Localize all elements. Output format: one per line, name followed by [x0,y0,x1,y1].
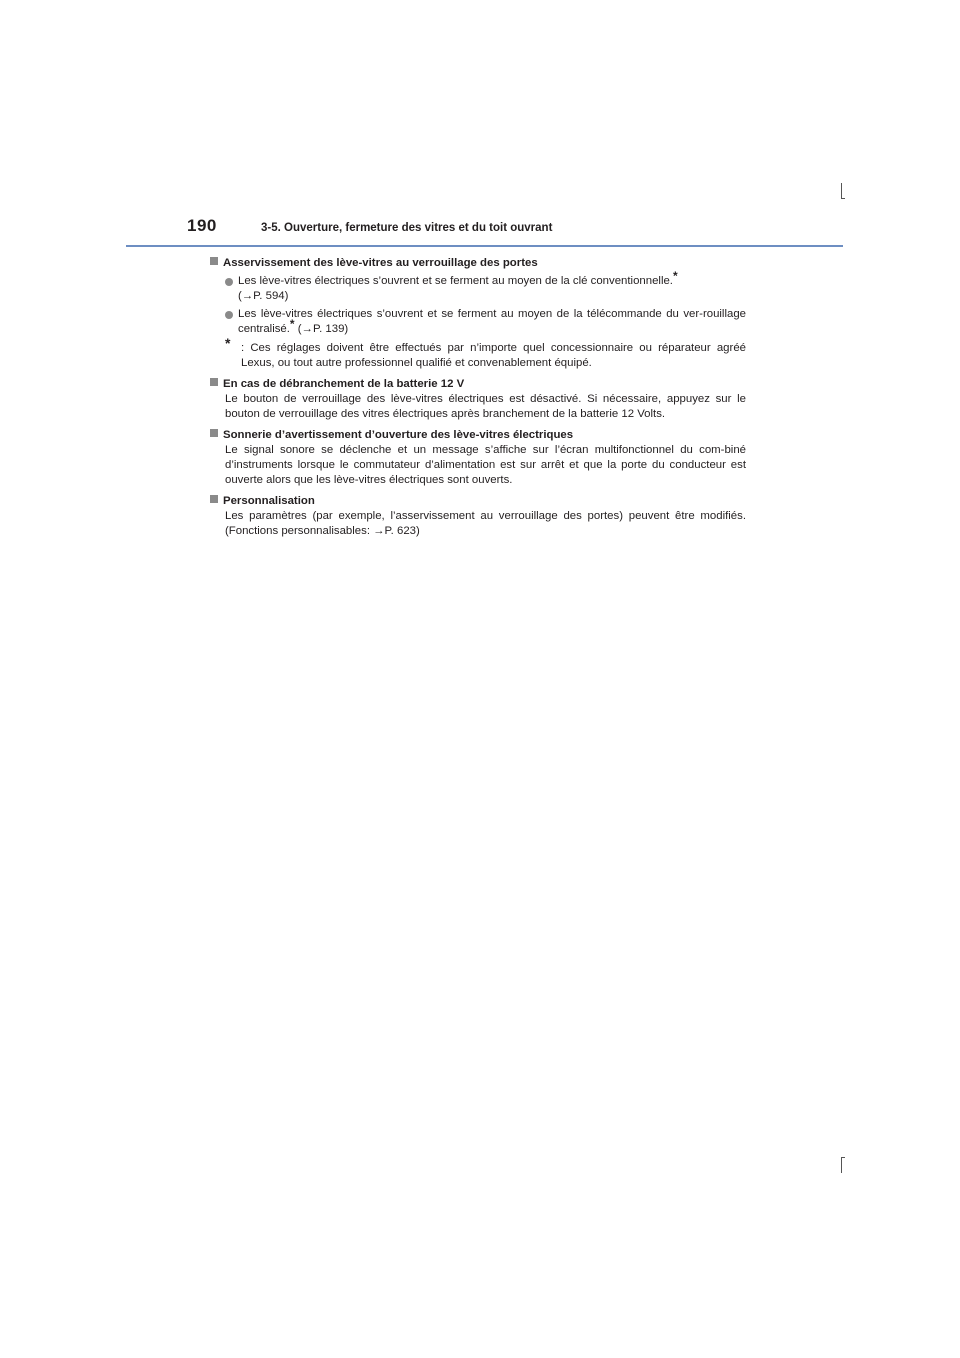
crop-mark-bottom [841,1157,842,1173]
section-window-lock-linkage [210,256,746,371]
square-bullet-icon [210,495,218,503]
bullet-text: Les lève-vitres électriques s’ouvrent et se ferment au moyen de la télécommande du ver-rouillage centralisé. [238,308,746,335]
circle-bullet-icon [225,278,233,286]
footnote-marker: * [225,335,231,351]
list-item [225,307,746,337]
header-rule [126,245,843,247]
footnote-marker: * [289,317,295,331]
section-customization [210,494,746,539]
page-content [210,256,746,545]
footnote-text: : Ces réglages doivent être effectués par n’importe quel concessionnaire ou réparateur agréé Lexus, ou tout autre professionnel qualifié et convenablement équipé. [241,342,746,369]
list-item [225,269,746,304]
section-title: Asservissement des lève-vitres au verrouillage des portes [223,257,538,269]
footnote-marker: * [672,269,678,283]
section-title: Personnalisation [223,495,315,507]
section-title: En cas de débranchement de la batterie 12 V [223,378,465,390]
section-title: Sonnerie d’avertissement d’ouverture des lève-vitres électriques [223,429,574,441]
section-body: Le bouton de verrouillage des lève-vitres électriques est désactivé. Si nécessaire, appuyez sur le bouton de verrouillage des vitres électriques après branchement de la batterie 12 Volts. [225,393,746,420]
page-reference: (→P. 139) [294,323,349,335]
page-number: 190 [187,216,217,235]
section-heading [210,428,746,443]
section-heading [210,256,746,271]
bullet-text: Les lève-vitres électriques s’ouvrent et se ferment au moyen de la clé conventionnelle. [238,275,673,287]
section-battery-disconnect [210,377,746,422]
section-body: Le signal sonore se déclenche et un message s’affiche sur l’écran multifonctionnel du com-biné d’instruments lorsque le commutateur d’alimentation est sur arrêt et que la porte du conducteur est ouverte alors que les lève-vitres électriques sont ouverts. [225,444,746,486]
square-bullet-icon [210,257,218,265]
page-reference: (→P. 594) [238,290,289,302]
square-bullet-icon [210,378,218,386]
crop-mark-top [841,183,842,199]
chapter-title: 3-5. Ouverture, fermeture des vitres et du toit ouvrant [261,222,553,234]
section-open-window-buzzer [210,428,746,488]
page-header [187,216,843,246]
section-heading [210,494,746,509]
footnote [225,335,746,371]
square-bullet-icon [210,429,218,437]
circle-bullet-icon [225,311,233,319]
section-heading [210,377,746,392]
section-body: Les paramètres (par exemple, l’asservissement au verrouillage des portes) peuvent être modifiés. (Fonctions personnalisables: →P. 623) [225,510,746,537]
